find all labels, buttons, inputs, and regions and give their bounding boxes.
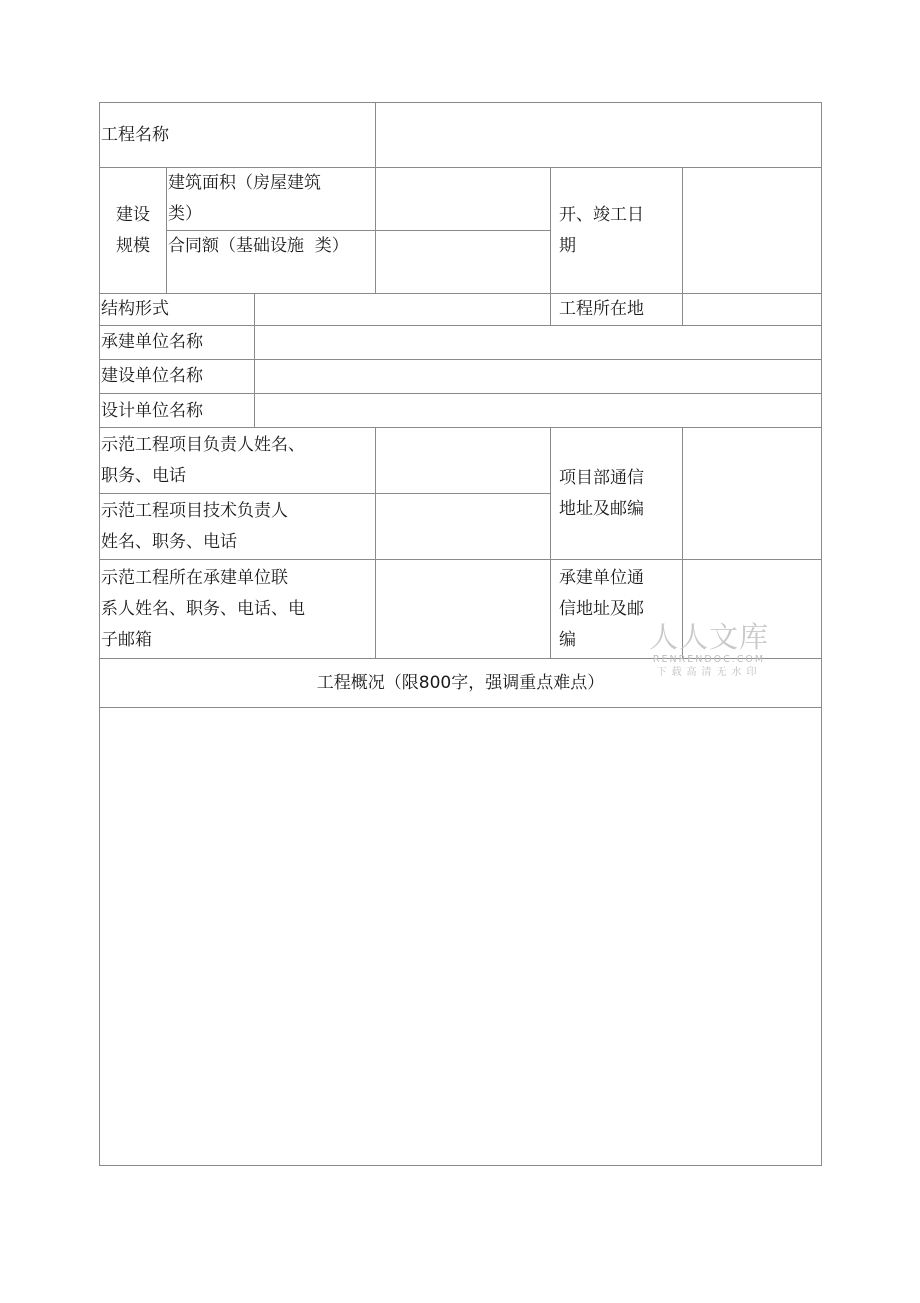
row-building-area [100,168,822,231]
contract-amount-field[interactable] [376,231,551,294]
project-leader-field[interactable] [376,428,551,494]
tech-leader-label: 示范工程项目技术负责人 姓名、职务、电话 [100,494,376,560]
contractor-label: 承建单位名称 [100,326,255,360]
contract-amount-label: 合同额（基础设施 类） [167,231,376,294]
owner-field[interactable] [255,360,822,394]
watermark [646,620,772,680]
project-name-label: 工程名称 [100,103,376,168]
watermark-domain: RENRENDOC.COM [652,654,766,665]
contact-field[interactable] [376,560,551,659]
building-area-field[interactable] [376,168,551,231]
row-project-leader [100,428,822,494]
scale-label: 建设 规模 [100,168,167,294]
start-end-date-field[interactable] [683,168,822,294]
structure-label: 结构形式 [100,294,255,326]
overview-header: 工程概况（限800字，强调重点难点） [100,659,822,708]
start-end-date-label: 开、竣工日 期 [551,168,683,294]
row-contractor [100,326,822,360]
row-overview-body [100,708,822,1166]
structure-field[interactable] [255,294,551,326]
watermark-tagline: 下载高清无水印 [656,667,762,678]
owner-label: 建设单位名称 [100,360,255,394]
designer-label: 设计单位名称 [100,394,255,428]
row-designer [100,394,822,428]
contractor-address-label: 承建单位通 信地址及邮 编 [551,560,683,659]
project-name-field[interactable] [376,103,822,168]
watermark-logo: 人人文库 [648,620,769,654]
row-owner [100,360,822,394]
building-area-label: 建筑面积（房屋建筑 类） [167,168,376,231]
contractor-field[interactable] [255,326,822,360]
location-field[interactable] [683,294,822,326]
designer-field[interactable] [255,394,822,428]
contact-label: 示范工程所在承建单位联 系人姓名、职务、电话、电 子邮箱 [100,560,376,659]
overview-text-area[interactable] [100,708,822,1166]
tech-leader-field[interactable] [376,494,551,560]
project-leader-label: 示范工程项目负责人姓名、 职务、电话 [100,428,376,494]
location-label: 工程所在地 [551,294,683,326]
row-project-name [100,103,822,168]
row-structure [100,294,822,326]
dept-address-label: 项目部通信 地址及邮编 [551,428,683,560]
dept-address-field[interactable] [683,428,822,560]
